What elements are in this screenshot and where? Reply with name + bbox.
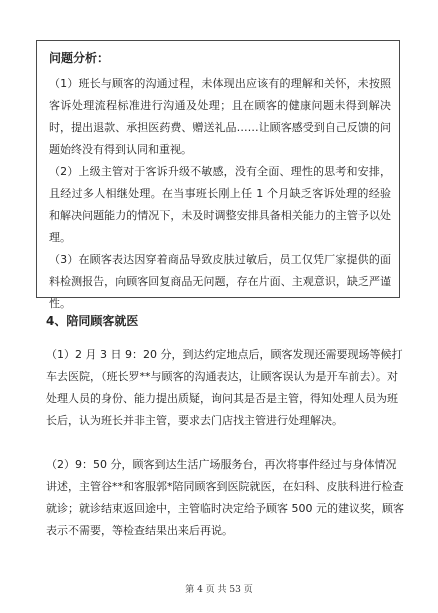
page-number-footer: 第 4 页 共 53 页: [185, 585, 253, 595]
analysis-title: 问题分析：: [49, 51, 110, 65]
section-title: 4、陪同顾客就医: [46, 314, 139, 328]
section-paragraph-1: （1）2 月 3 日 9：20 分，到达约定地点后，顾客发现还需要现场等候打车去医院，（班长罗**与顾客的沟通表达，让顾客误认为是开车前去）。对处理人员的身份、能力提出质疑，询问其是否是主管，得知处理人员为班长后，认为班长并非主管，要求去门店找主管进行处理解决。: [46, 348, 403, 427]
analysis-paragraph-1: （1）班长与顾客的沟通过程，未体现出应该有的理解和关怀，未按照客诉处理流程标准进行沟通及处理；且在顾客的健康问题未得到解决时，提出退款、承担医药费、赠送礼品……让顾客感受到自己反馈的问题始终没有得到认同和重视。: [49, 77, 391, 156]
analysis-paragraph-2: （2）上级主管对于客诉升级不敏感，没有全面、理性的思考和安排，且经过多人相继处理。在当事班长刚上任 1 个月缺乏客诉处理的经验和解决问题能力的情况下，未及时调整安排具备相关能力的主管予以处理。: [49, 165, 391, 244]
analysis-box: [36, 40, 400, 310]
section-paragraph-2: （2）9：50 分，顾客到达生活广场服务台，再次将事件经过与身体情况讲述，主管谷**和客服郭*陪同顾客到医院就医，在妇科、皮肤科进行检查就诊；就诊结束返回途中，主管临时决定给予顾客 500 元的建议奖，顾客表示不需要，等检查结果出来后再说。: [46, 458, 404, 537]
analysis-paragraph-3: （3）在顾客表达因穿着商品导致皮肤过敏后，员工仅凭厂家提供的面料检测报告，向顾客回复商品无问题，存在片面、主观意识，缺乏严谨性。: [49, 253, 391, 310]
